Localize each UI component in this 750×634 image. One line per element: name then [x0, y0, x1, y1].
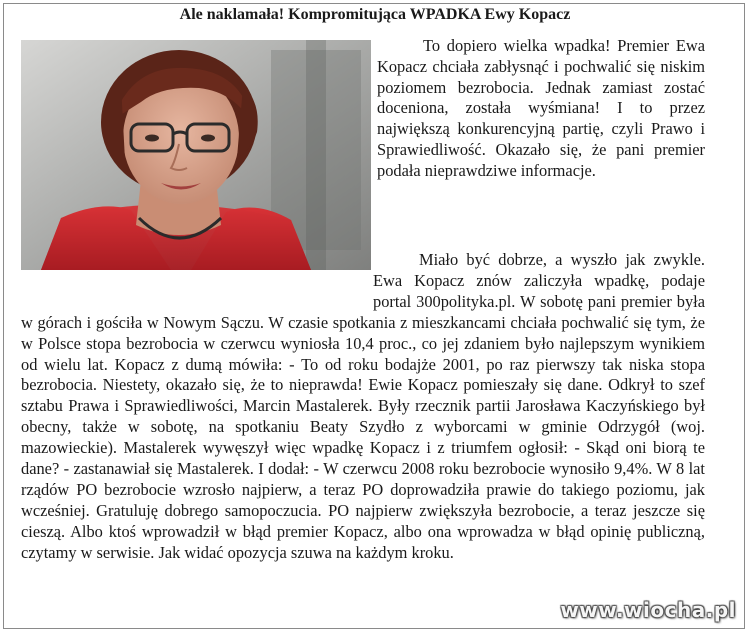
- article-body: [21, 250, 705, 564]
- site-watermark: www.wiocha.pl: [560, 598, 736, 622]
- article-body-text: Miało być dobrze, a wyszło jak zwykle. Ewa Kopacz znów zaliczyła wpadkę, podaje portal 300polityka.pl. W sobotę pani premier była w górach i gościła w Nowym Sączu. W czasie spotkania z mieszkancami chciała pochwalić się tym, że w Polsce stopa bezrobocia w czerwcu wyniosła 10,4 proc., co jej zdaniem było najlepszym wynikiem od wielu lat. Kopacz z dumą mówiła: - To od roku bodajże 2001, po raz pierwszy tak niska stopa bezrobocia. Niestety, okazało się, że to nieprawda! Ewie Kopacz pomieszały się dane. Odkrył to szef sztabu Prawa i Sprawiedliwości, Marcin Mastalerek. Były rzecznik partii Jarosława Kaczyńskiego był obecny, także w sobotę, na spotkaniu Beaty Szydło z wyborcami w gminie Odrzygół (woj. mazowieckie). Mastalerek wywęszył więc wpadkę Kopacz i z triumfem ogłosił: - Skąd oni biorą te dane? - zastanawiał się Mastalerek. I dodał: - W czerwcu 2008 roku bezrobocie wynosiło 9,4%. W 8 lat rządów PO bezrobocie wzrosło najpierw, a teraz PO doprowadziła prawie do takiego poziomu, jak wcześniej. Gratuluję dobrego samopoczucia. PO najpierw zwiększyła bezrobocie, a teraz jeszcze się cieszą. Albo ktoś wprowadził w błąd premier Kopacz, albo ona wprowadza w błąd opinię publiczną, czytamy w serwisie. Jak widać opozycja szuwa na każdym kroku.: [21, 250, 705, 562]
- article-intro: To dopiero wielka wpadka! Premier Ewa Kopacz chciała zabłysnąć i pochwalić się niskim poziomem bezrobocia. Jednak zamiast zostać doceniona, została wyśmiana! I to przez największą konkurencyjną partię, czyli Prawo i Sprawiedliwość. Okazało się, że pani premier podała nieprawdziwe informacje.: [377, 36, 705, 180]
- portrait-photo: [21, 40, 371, 270]
- article-title: Ale naklamała! Kompromitująca WPADKA Ewy Kopacz: [179, 6, 571, 23]
- photo-wrap-space: [21, 250, 373, 294]
